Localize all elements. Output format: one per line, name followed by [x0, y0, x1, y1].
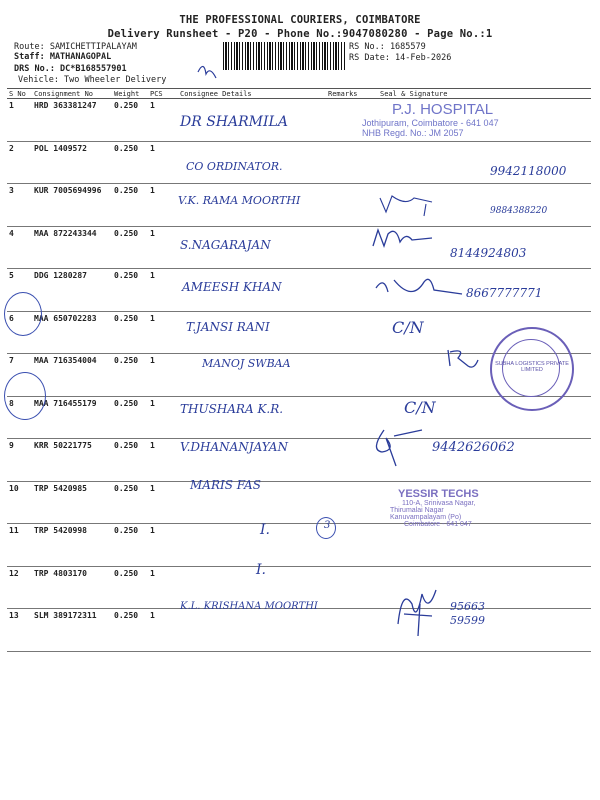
cell-sno: 4: [7, 226, 32, 269]
cell-sno: 9: [7, 439, 32, 482]
cell-pcs: 1: [148, 609, 178, 652]
hand-phone-4: 8144924803: [450, 246, 527, 260]
cell-consignment: DDG 1280287: [32, 269, 112, 312]
signature-row-3: [376, 190, 436, 220]
cell-pcs: 1: [148, 184, 178, 227]
cell-sno: 1: [7, 99, 32, 142]
cell-consignment: KRR 50221775: [32, 439, 112, 482]
cell-consignment: MAA 716354004: [32, 354, 112, 397]
signature-row-7: [444, 346, 484, 372]
cell-sno: 3: [7, 184, 32, 227]
barcode-image: [223, 42, 345, 70]
signature-row-5: [372, 272, 468, 304]
hand-phone-2: 9942118000: [490, 164, 567, 178]
cell-pcs: 1: [148, 354, 178, 397]
cell-sno: 2: [7, 141, 32, 184]
cell-consignment: MAA 872243344: [32, 226, 112, 269]
runsheet-title: Delivery Runsheet - P20 - Phone No.:9047080280 - Page No.:1: [107, 28, 493, 40]
techs-stamp: [390, 488, 500, 528]
hand-consignee-9: V.DHANANJAYAN: [180, 440, 288, 454]
techs-stamp-addr2: Thirumalai Nagar Kanuvampalayam (Po): [390, 507, 462, 521]
hand-consignee-10: MARIS FAS: [190, 478, 261, 492]
rs-date-label: RS Date: 14-Feb-2026: [349, 53, 452, 63]
cell-weight: 0.250: [112, 141, 148, 184]
cell-weight: 0.250: [112, 226, 148, 269]
hand-cin-6: C/N: [392, 318, 424, 337]
route-label: Route: SAMICHETTIPALAYAM: [14, 42, 137, 52]
cell-pcs: 1: [148, 141, 178, 184]
cell-weight: 0.250: [112, 396, 148, 439]
hand-phone-5: 8667777771: [466, 286, 543, 300]
cell-weight: 0.250: [112, 184, 148, 227]
cell-pcs: 1: [148, 481, 178, 524]
cell-weight: 0.250: [112, 311, 148, 354]
techs-stamp-addr1: 110-A, Srinivasa Nagar,: [402, 500, 476, 507]
signature-row-13: [392, 584, 448, 640]
table-row: [7, 396, 591, 439]
cell-consignment: KUR 7005694996: [32, 184, 112, 227]
hospital-stamp-name: P.J. HOSPITAL: [392, 101, 494, 118]
col-sno: S No: [7, 89, 32, 99]
hand-phone-13: 95663 59599: [450, 600, 485, 627]
cell-consignment: SLM 389172311: [32, 609, 112, 652]
hand-phone-3: 9884388220: [490, 206, 548, 216]
cell-sno: 10: [7, 481, 32, 524]
logistics-stamp: [490, 327, 574, 411]
col-consignee: Consignee Details: [178, 89, 326, 99]
signature-row-9: [366, 426, 426, 470]
cell-consignment: POL 1409572: [32, 141, 112, 184]
col-weight: Weight: [112, 89, 148, 99]
cell-consignment: TRP 4803170: [32, 566, 112, 609]
hand-consignee-1: DR SHARMILA: [180, 114, 288, 130]
cell-sno: 12: [7, 566, 32, 609]
cell-weight: 0.250: [112, 99, 148, 142]
logistics-stamp-text: SUBHA LOGISTICS PRIVATE LIMITED: [495, 361, 569, 373]
cell-weight: 0.250: [112, 269, 148, 312]
col-seal: Seal & Signature: [378, 89, 591, 99]
cell-pcs: 1: [148, 99, 178, 142]
hand-num-3: 3: [324, 520, 331, 531]
circle-num-3: [316, 517, 336, 539]
cell-weight: 0.250: [112, 566, 148, 609]
cell-pcs: 1: [148, 226, 178, 269]
cell-pcs: 1: [148, 269, 178, 312]
hand-consignee-7: MANOJ SWBAA: [202, 357, 291, 370]
initials-header: [194, 58, 220, 82]
hand-consignee-6: T.JANSI RANI: [186, 320, 270, 334]
cell-sno: 6: [7, 311, 32, 354]
cell-pcs: 1: [148, 311, 178, 354]
cell-weight: 0.250: [112, 481, 148, 524]
rs-no-label: RS No.: 1685579: [349, 42, 426, 52]
col-remarks: Remarks: [326, 89, 378, 99]
cell-consignment: HRD 363381247: [32, 99, 112, 142]
hand-phone-9: 9442626062: [432, 440, 515, 455]
cell-pcs: 1: [148, 524, 178, 567]
hand-consignee-2: CO ORDINATOR.: [186, 160, 283, 173]
cell-weight: 0.250: [112, 439, 148, 482]
cell-consignment: MAA 650702283: [32, 311, 112, 354]
cell-weight: 0.250: [112, 354, 148, 397]
col-pcs: PCS: [148, 89, 178, 99]
hand-consignee-12: I.: [256, 562, 266, 578]
cell-sno: 7: [7, 354, 32, 397]
hand-consignee-8: THUSHARA K.R.: [180, 402, 284, 416]
cell-consignment: TRP 5420998: [32, 524, 112, 567]
circle-row-6: [4, 292, 42, 336]
techs-stamp-addr3: Coimbatore - 641 047: [404, 521, 472, 528]
drs-label: DRS No.: DC*B168557901: [14, 64, 127, 74]
hand-consignee-3: V.K. RAMA MOORTHI: [178, 194, 301, 207]
staff-label: Staff: MATHANAGOPAL: [14, 52, 112, 62]
cell-sno: 13: [7, 609, 32, 652]
cell-sno: 11: [7, 524, 32, 567]
hand-consignee-11: I.: [260, 522, 270, 538]
cell-pcs: 1: [148, 566, 178, 609]
hand-consignee-13: K.L. KRISHANA MOORTHI: [180, 601, 318, 612]
cell-pcs: 1: [148, 396, 178, 439]
cell-pcs: 1: [148, 439, 178, 482]
vehicle-label: Vehicle: Two Wheeler Delivery: [18, 75, 167, 85]
cell-sno: 5: [7, 269, 32, 312]
circle-row-8: [4, 372, 46, 420]
col-consignment: Consignment No: [32, 89, 112, 99]
hospital-stamp-regd: NHB Regd. No.: JM 2057: [362, 128, 464, 138]
signature-row-4: [370, 224, 440, 254]
hand-cin-8: C/N: [404, 398, 436, 417]
table-header-row: [7, 89, 591, 99]
cell-weight: 0.250: [112, 609, 148, 652]
cell-weight: 0.250: [112, 524, 148, 567]
hand-consignee-4: S.NAGARAJAN: [180, 238, 271, 252]
hand-consignee-5: AMEESH KHAN: [182, 280, 282, 294]
hospital-stamp-address: Jothipuram, Coimbatore - 641 047: [362, 118, 499, 128]
techs-stamp-name: YESSIR TECHS: [398, 488, 479, 500]
cell-consignment: TRP 5420985: [32, 481, 112, 524]
company-title: THE PROFESSIONAL COURIERS, COIMBATORE: [179, 14, 421, 26]
table-row: [7, 524, 591, 567]
table-row: [7, 481, 591, 524]
cell-consignment: MAA 716455179: [32, 396, 112, 439]
hospital-stamp: [362, 101, 542, 138]
cell-sno: 8: [7, 396, 32, 439]
